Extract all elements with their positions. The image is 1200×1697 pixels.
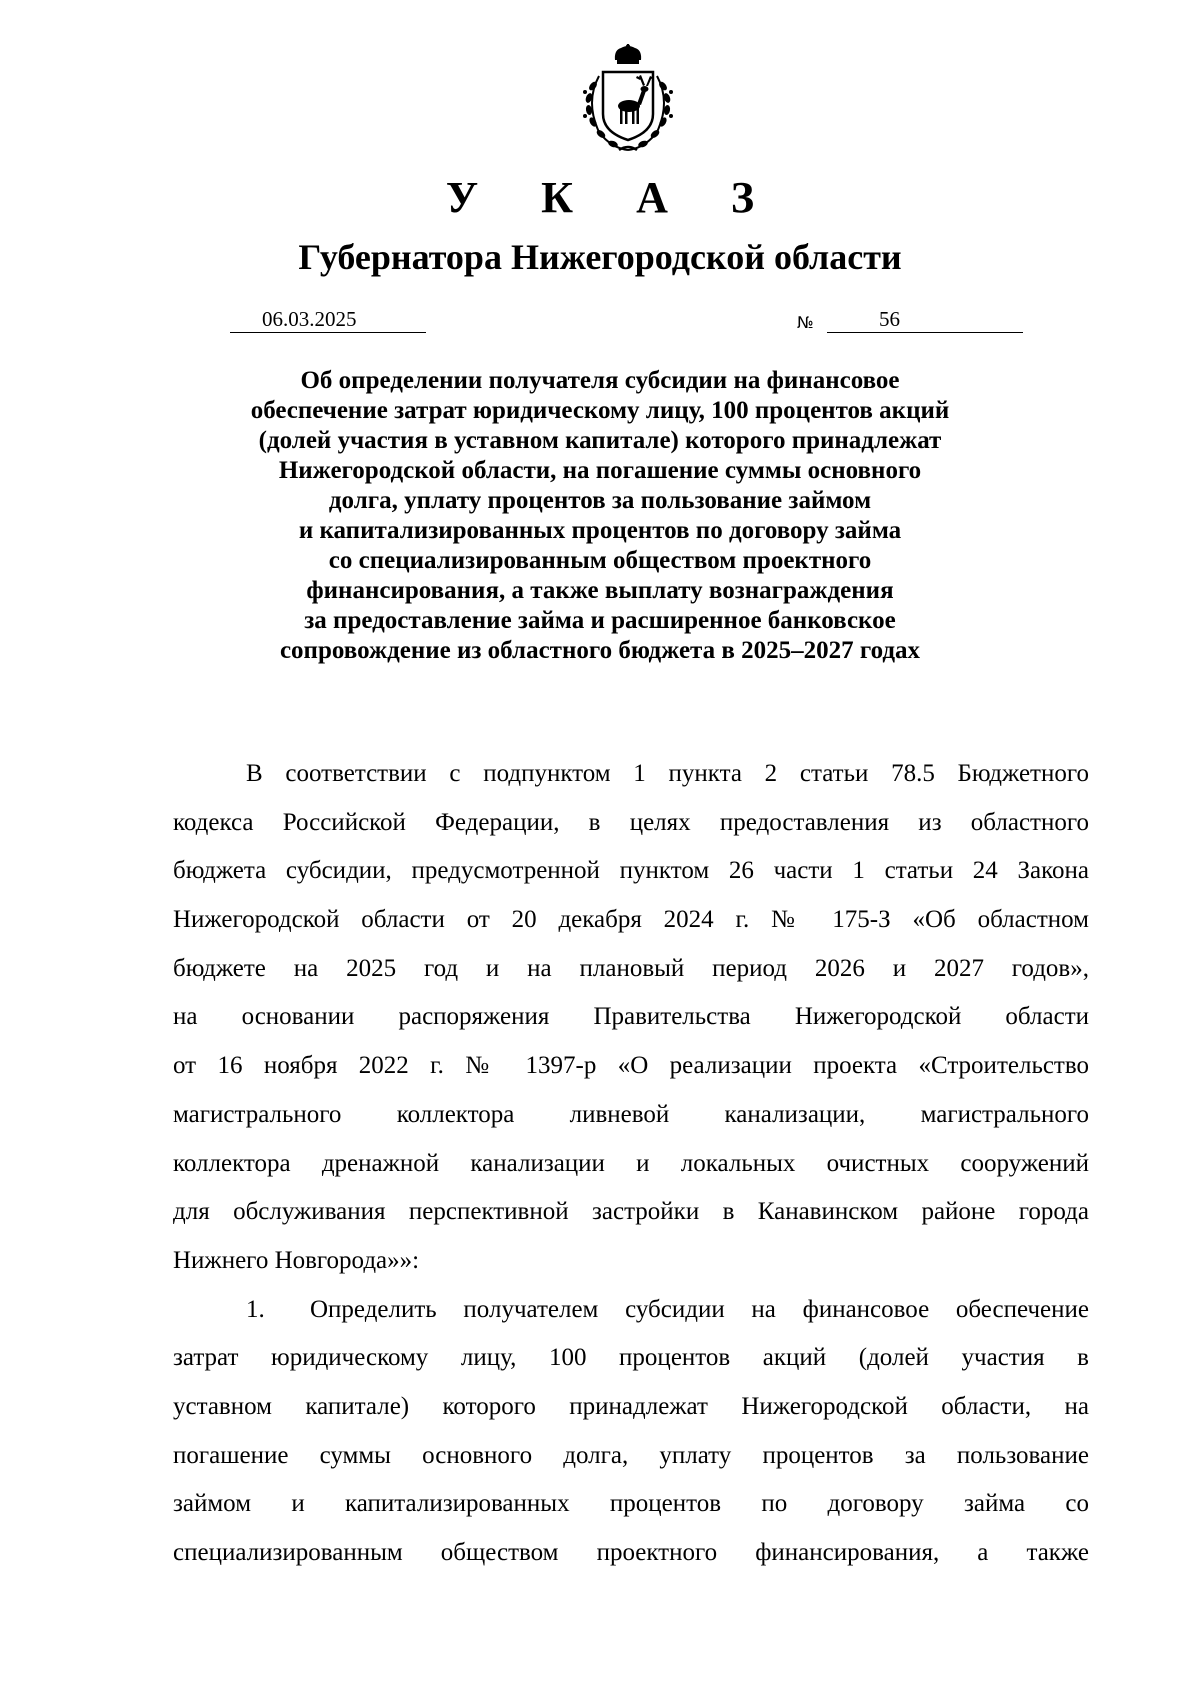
preamble-line: бюджете на 2025 год и на плановый период 2026 и 2027 годов»,: [173, 954, 1089, 982]
subject-line: долга, уплату процентов за пользование займом: [328, 487, 872, 514]
issuer-title: Губернатора Нижегородской области: [298, 237, 902, 277]
item-1-line: затрат юридическому лицу, 100 процентов акций (долей участия в: [173, 1344, 1089, 1372]
preamble-line: для обслуживания перспективной застройки в Канавинском районе города: [173, 1198, 1089, 1226]
preamble-line: бюджета субсидии, предусмотренной пунктом 26 части 1 статьи 24 Закона: [173, 857, 1089, 885]
coat-of-arms-icon: [573, 44, 683, 154]
subject-line: сопровождение из областного бюджета в 2025–2027 годах: [279, 637, 921, 664]
decree-date: 06.03.2025: [230, 306, 426, 333]
subject-line: за предоставление займа и расширенное банковское: [304, 607, 896, 634]
item-1-text: Определить получателем субсидии на финансовое обеспечение: [310, 1295, 1089, 1323]
preamble-line: Нижнего Новгорода»»:: [173, 1246, 420, 1274]
decree-body: [173, 757, 1089, 1585]
number-sign: №: [797, 313, 814, 332]
subject-line: Нижегородской области, на погашение суммы основного: [278, 457, 922, 484]
subject-line: Об определении получателя субсидии на финансовое: [300, 367, 900, 394]
subject-line: финансирования, а также выплату вознаграждения: [306, 577, 894, 604]
decree-subject: [0, 366, 1200, 666]
decree-number: 56: [827, 306, 1023, 333]
subject-line: (долей участия в уставном капитале) которого принадлежат: [258, 427, 942, 454]
subject-line: и капитализированных процентов по договору займа: [298, 517, 902, 544]
item-1-line: уставном капитале) которого принадлежат Нижегородской области, на: [173, 1392, 1089, 1420]
item-1-number: 1.: [246, 1295, 265, 1323]
item-1-line: специализированным обществом проектного финансирования, а также: [173, 1539, 1089, 1566]
item-1-line: погашение суммы основного долга, уплату процентов за пользование: [173, 1441, 1089, 1469]
item-1-line: займом и капитализированных процентов по договору займа со: [173, 1490, 1089, 1518]
preamble-line: В соответствии с подпунктом 1 пункта 2 статьи 78.5 Бюджетного: [246, 760, 1089, 787]
document-type-title: У К А З: [445, 173, 781, 222]
subject-line: обеспечение затрат юридическому лицу, 100 процентов акций: [250, 397, 950, 424]
preamble-line: коллектора дренажной канализации и локальных очистных сооружений: [173, 1149, 1089, 1177]
preamble-line: кодекса Российской Федерации, в целях предоставления из областного: [173, 808, 1089, 836]
preamble-line: от 16 ноября 2022 г. № 1397-р «О реализации проекта «Строительство: [173, 1052, 1089, 1080]
preamble-line: Нижегородской области от 20 декабря 2024 г. № 175-З «Об областном: [173, 906, 1089, 934]
preamble-line: на основании распоряжения Правительства Нижегородской области: [173, 1003, 1089, 1031]
preamble-line: магистрального коллектора ливневой канализации, магистрального: [173, 1100, 1089, 1128]
item-1-first-line: [173, 1293, 1089, 1342]
subject-line: со специализированным обществом проектного: [328, 547, 872, 574]
